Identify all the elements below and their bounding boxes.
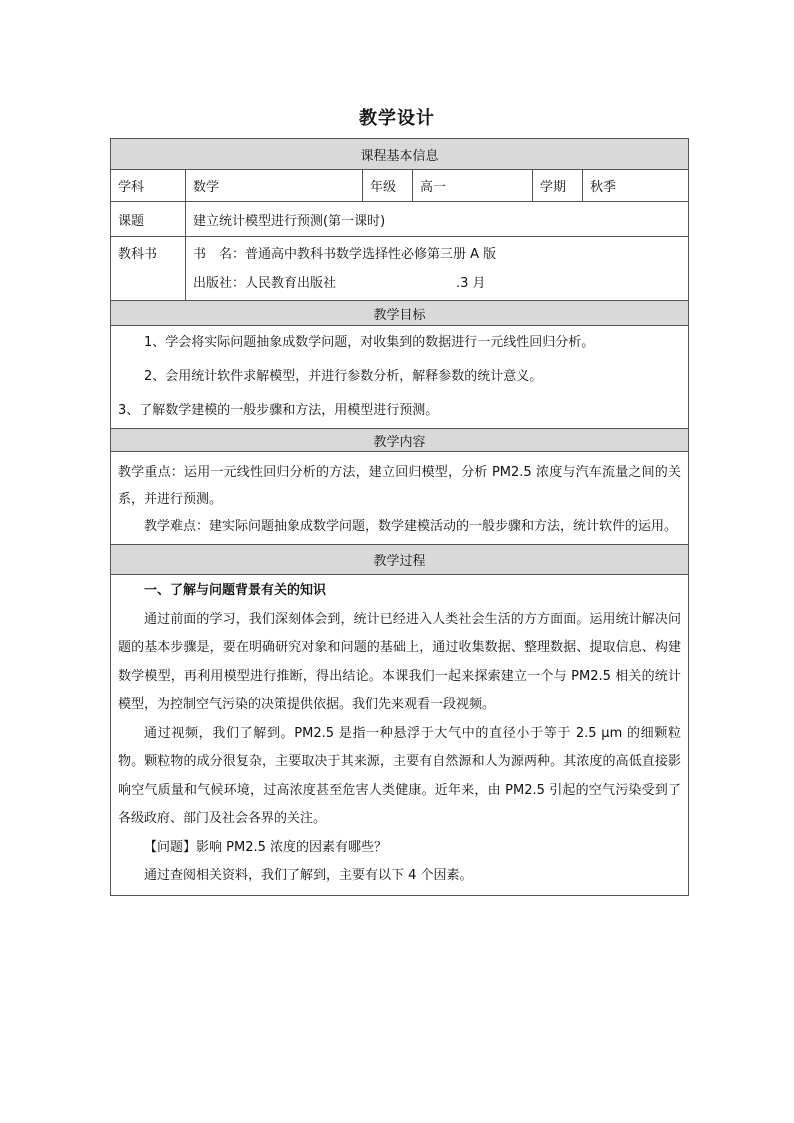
section-title: 课程基本信息 bbox=[111, 139, 689, 170]
publish-date: .3 月 bbox=[456, 276, 486, 291]
objectives-list bbox=[111, 326, 689, 429]
section-header-process bbox=[111, 545, 689, 575]
process-row bbox=[111, 575, 689, 896]
section-title: 教学过程 bbox=[111, 545, 689, 575]
difficulty: 教学难点：建实际问题抽象成数学问题，数学建模活动的一般步骤和方法，统计软件的运用。 bbox=[144, 519, 678, 534]
process-paragraph: 通过前面的学习，我们深刻体会到，统计已经进入人类社会生活的方方面面。运用统计解决问题的基本步骤是，要在明确研究对象和问题的基础上，通过收集数据、整理数据、提取信息、构建数学模型，再利用模型进行推断，得出结论。本课我们一起来探索建立一个与 PM2.5 相关的统计模型，为控制空气污染的决策提供依据。我们先来观看一段视频。 bbox=[118, 611, 682, 712]
objective-item: 3、了解数学建模的一般步骤和方法，用模型进行预测。 bbox=[118, 403, 439, 418]
section-title: 教学内容 bbox=[111, 429, 689, 452]
subject-label: 学科 bbox=[111, 170, 186, 202]
publisher: 出版社：人民教育出版社 bbox=[193, 276, 337, 291]
grade-label: 年级 bbox=[363, 170, 413, 202]
subject-value: 数学 bbox=[186, 170, 363, 202]
term-value: 秋季 bbox=[583, 170, 689, 202]
book-name: 书 名：普通高中教科书数学选择性必修第三册 A 版 bbox=[193, 247, 497, 262]
lesson-plan-table bbox=[110, 138, 689, 896]
process-paragraph: 通过视频，我们了解到。PM2.5 是指一种悬浮于大气中的直径小于等于 2.5 μm 的细颗粒物。颗粒物的成分很复杂，主要取决于其来源，主要有自然源和人为源两种。其浓度的高低直接影响空气质量和气候环境，过高浓度甚至危害人类健康。近年来，由 PM2.5 引起的空气污染受到了各级政府、部门及社会各界的关注。 bbox=[118, 725, 682, 826]
process-body bbox=[111, 575, 689, 896]
process-heading: 一、了解与问题背景有关的知识 bbox=[144, 583, 327, 598]
topic-value: 建立统计模型进行预测(第一课时) bbox=[186, 202, 689, 237]
grade-value: 高一 bbox=[413, 170, 533, 202]
topic-row bbox=[111, 202, 689, 237]
publisher-line bbox=[193, 269, 681, 298]
info-row bbox=[111, 170, 689, 202]
term-label: 学期 bbox=[533, 170, 583, 202]
topic-label: 课题 bbox=[111, 202, 186, 237]
section-title: 教学目标 bbox=[111, 301, 689, 326]
content-row bbox=[111, 452, 689, 545]
question: 【问题】影响 PM2.5 浓度的因素有哪些？ bbox=[144, 839, 387, 855]
section-header-basic-info bbox=[111, 139, 689, 170]
content-body bbox=[111, 452, 689, 545]
document-title: 教学设计 bbox=[359, 108, 435, 129]
textbook-row bbox=[111, 237, 689, 301]
section-header-content bbox=[111, 429, 689, 452]
objective-item: 1、学会将实际问题抽象成数学问题，对收集到的数据进行一元线性回归分析。 bbox=[144, 335, 595, 350]
process-paragraph: 通过查阅相关资料，我们了解到，主要有以下 4 个因素。 bbox=[144, 868, 473, 883]
textbook-label: 教科书 bbox=[111, 237, 186, 301]
textbook-info bbox=[186, 237, 689, 301]
objective-item: 2、会用统计软件求解模型，并进行参数分析，解释参数的统计意义。 bbox=[144, 369, 543, 384]
section-header-objectives bbox=[111, 301, 689, 326]
objectives-row bbox=[111, 326, 689, 429]
key-point: 教学重点：运用一元线性回归分析的方法，建立回归模型，分析 PM2.5 浓度与汽车流量之间的关系，并进行预测。 bbox=[118, 465, 682, 507]
